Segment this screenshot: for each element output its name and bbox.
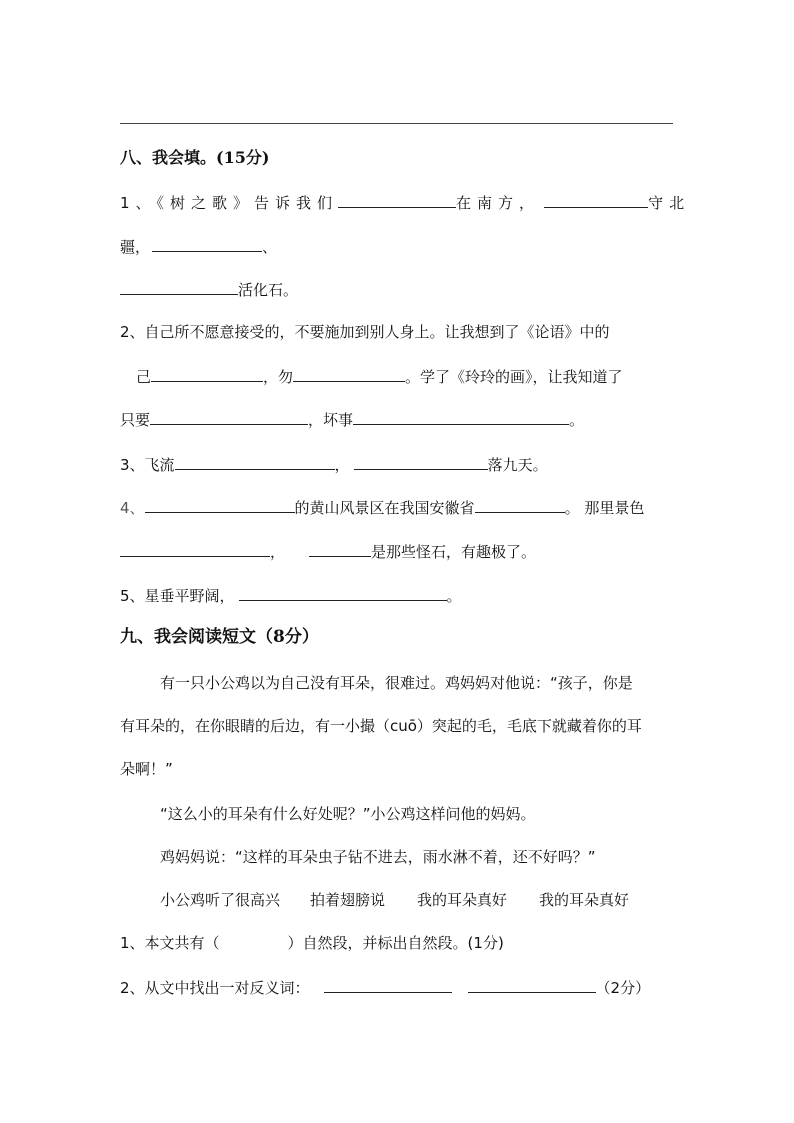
q9-1-suffix: ）自然段，并标出自然段。(1分)	[287, 934, 504, 952]
question-9-2	[120, 977, 650, 998]
answer-blank[interactable]	[239, 585, 447, 601]
answer-blank[interactable]	[152, 236, 262, 252]
q8-2-line2-mid: ，勿	[263, 368, 294, 386]
answer-blank[interactable]	[120, 541, 270, 557]
q9-2-prefix: 2、从文中找出一对反义词：	[120, 979, 310, 997]
section8-title: 八、我会填。(15分)	[120, 148, 270, 167]
answer-blank[interactable]	[175, 454, 335, 470]
question-8-2-line3	[120, 409, 584, 430]
q8-5-suffix: 。	[446, 587, 462, 605]
q8-5-prefix: 5、星垂平野阔，	[120, 587, 235, 605]
passage-p4-part: 我的耳朵真好	[539, 891, 630, 909]
passage-p4-part: 拍着翅膀说	[310, 891, 386, 909]
q8-3-mid: ，	[334, 456, 350, 474]
question-8-2-line2	[136, 366, 623, 387]
answer-blank[interactable]	[150, 409, 308, 425]
section9-title: 九、我会阅读短文（8分）	[120, 627, 319, 647]
answer-blank[interactable]	[293, 366, 405, 382]
answer-blank[interactable]	[544, 192, 648, 208]
q8-4-suffix: 。 那里景色	[564, 499, 645, 517]
question-9-1	[120, 933, 504, 953]
q8-2-line3-prefix: 只要	[120, 411, 151, 429]
question-8-5	[120, 585, 462, 606]
answer-blank[interactable]	[353, 409, 569, 425]
answer-blank[interactable]	[309, 541, 371, 557]
answer-blank[interactable]	[120, 279, 238, 295]
q8-2-line3-mid: ，坏事	[308, 411, 354, 429]
q8-4-mid: 的黄山风景区在我国安徽省	[294, 499, 475, 517]
q9-1-prefix: 1、本文共有（	[120, 934, 220, 952]
q9-2-suffix: （2分）	[595, 979, 651, 997]
q8-3-suffix: 落九天。	[487, 456, 548, 474]
passage-p4-part: 我的耳朵真好	[417, 891, 508, 909]
question-8-1-line2	[120, 236, 277, 257]
answer-blank[interactable]	[338, 192, 456, 208]
q8-1-line3-suffix: 活化石。	[238, 281, 299, 299]
passage-p4-part: 小公鸡听了很高兴	[160, 891, 281, 909]
passage-p1-line3: 朵啊！”	[120, 760, 173, 778]
question-8-4	[120, 497, 644, 518]
q8-4-line2-suffix: 是那些怪石，有趣极了。	[371, 543, 537, 561]
question-8-1	[120, 192, 690, 213]
passage-p1-line2: 有耳朵的，在你眼睛的后边，有一小撮（cuō）突起的毛，毛底下就藏着你的耳	[120, 717, 642, 735]
q8-1-prefix: 1、《树之歌》告诉我们	[120, 194, 339, 212]
answer-blank[interactable]	[324, 977, 452, 993]
q8-2-line2-suffix: 。学了《玲玲的画》，让我知道了	[405, 368, 623, 386]
passage-p1-line1: 有一只小公鸡以为自己没有耳朵，很难过。鸡妈妈对他说：“孩子，你是	[160, 674, 633, 692]
passage-p2: “这么小的耳朵有什么好处呢？”小公鸡这样问他的妈妈。	[160, 805, 536, 823]
question-8-1-line3	[120, 279, 298, 300]
q8-2-line2-prefix: 己	[136, 368, 152, 386]
q8-3-prefix: 3、飞流	[120, 456, 175, 474]
question-8-4-line2	[120, 541, 536, 562]
answer-blank[interactable]	[151, 366, 263, 382]
answer-blank[interactable]	[475, 497, 565, 513]
header-rule	[120, 123, 673, 124]
passage-p3: 鸡妈妈说：“这样的耳朵虫子钻不进去，雨水淋不着，还不好吗？”	[160, 848, 596, 866]
answer-blank[interactable]	[145, 497, 295, 513]
q8-1-mid1: 在南方，	[456, 194, 541, 212]
q8-4-prefix: 4、	[120, 499, 145, 517]
answer-blank[interactable]	[354, 454, 488, 470]
q8-1-line2-prefix: 疆，	[120, 238, 151, 256]
question-8-2: 2、自己所不愿意接受的，不要施加到别人身上。让我想到了《论语》中的	[120, 323, 610, 341]
passage-p4	[160, 890, 629, 910]
q8-1-mid2: 守北	[648, 194, 691, 212]
question-8-3	[120, 454, 548, 475]
q8-4-line2-mid: ，	[270, 543, 286, 561]
answer-blank[interactable]	[468, 977, 596, 993]
q8-1-line2-suffix: 、	[262, 238, 278, 256]
q8-2-line3-suffix: 。	[569, 411, 585, 429]
